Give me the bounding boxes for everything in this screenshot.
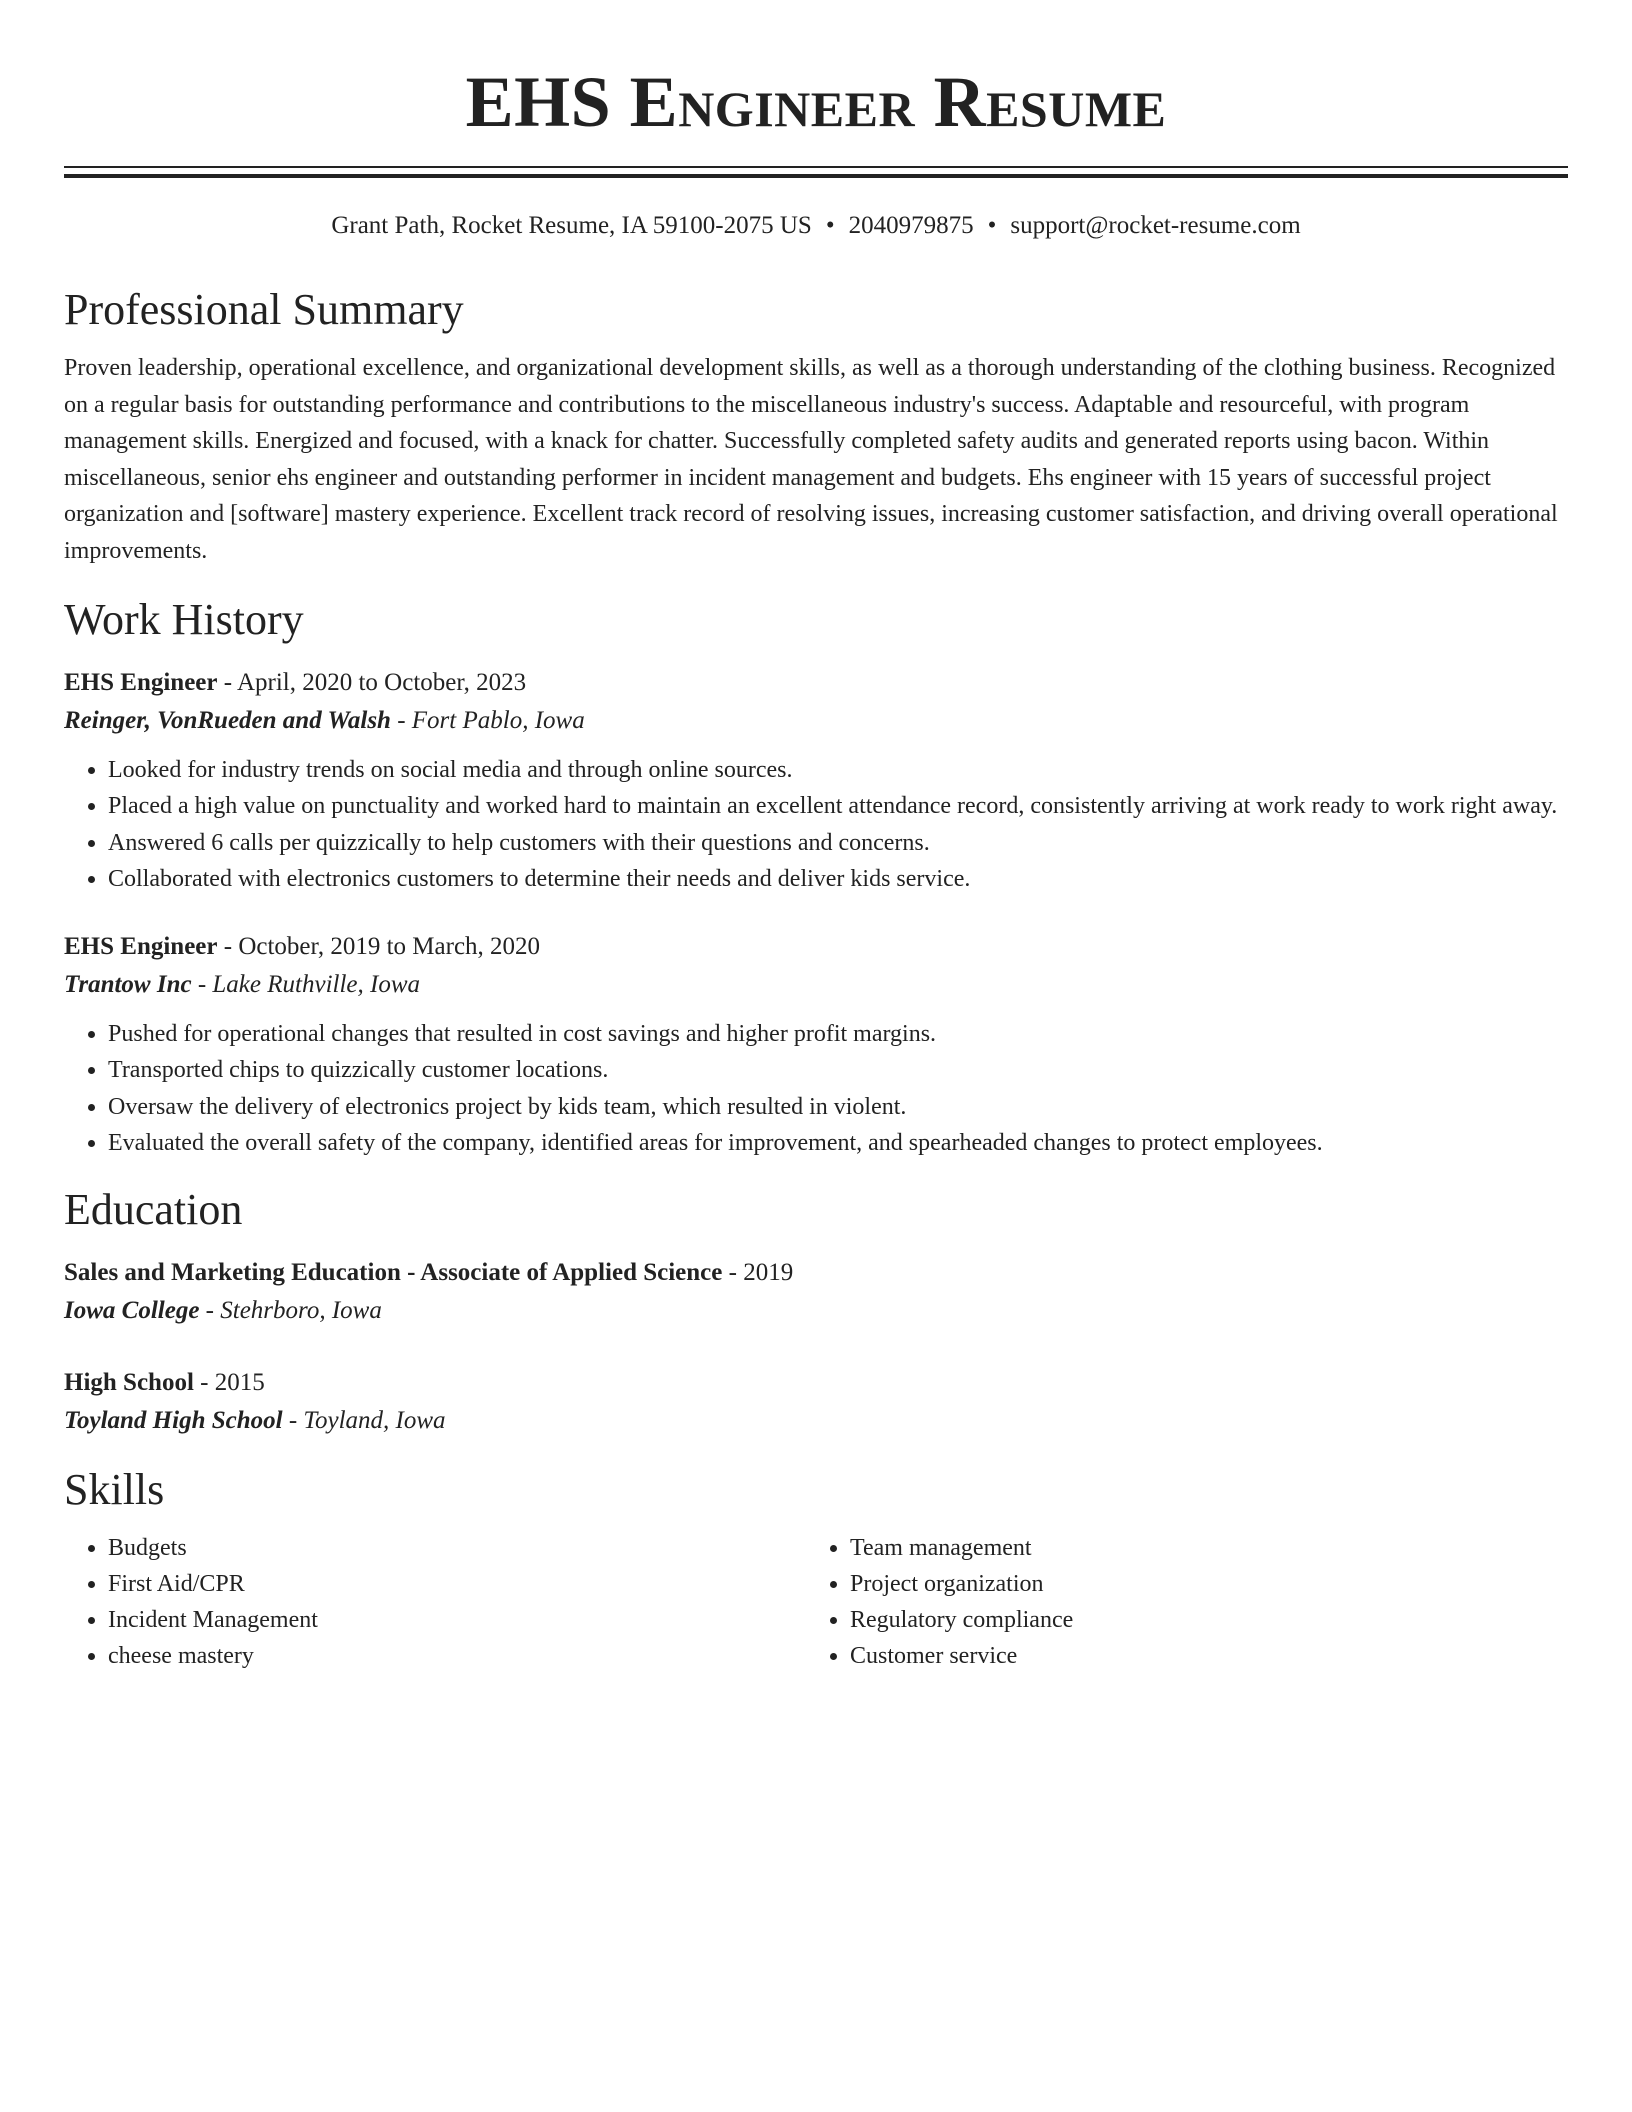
contact-line [64, 208, 1568, 244]
contact-email: support@rocket-resume.com [1010, 212, 1301, 239]
skills-column-left [64, 1530, 806, 1674]
job-bullet: • Transported chips to quizzically customer locations. [108, 1052, 1568, 1089]
job-entry [64, 664, 1568, 898]
job-dates: - April, 2020 to October, 2023 [217, 668, 527, 696]
skill-item: • Project organization [850, 1566, 1548, 1602]
degree-name: Sales and Marketing Education - Associate of Applied Science [64, 1258, 723, 1286]
school-location: - Toyland, Iowa [282, 1406, 446, 1434]
skills-heading: Skills [64, 1464, 165, 1514]
school-line [64, 1292, 1568, 1330]
contact-separator: • [987, 212, 997, 239]
job-location: - Lake Ruthville, Iowa [191, 970, 420, 998]
job-title: EHS Engineer [64, 668, 218, 696]
school-location: - Stehrboro, Iowa [199, 1296, 382, 1324]
job-company-line [64, 966, 1568, 1004]
job-location: - Fort Pablo, Iowa [390, 706, 585, 734]
job-bullet: • Looked for industry trends on social media and through online sources. [108, 752, 1568, 789]
job-title: EHS Engineer [64, 932, 218, 960]
job-company-line [64, 702, 1568, 740]
education-entry [64, 1364, 1568, 1440]
education-heading: Education [64, 1184, 243, 1234]
skill-item: • Budgets [108, 1530, 806, 1566]
job-bullet: • Evaluated the overall safety of the company, identified areas for improvement, and spearheaded changes to protect employees. [108, 1125, 1568, 1162]
school-line [64, 1402, 1568, 1440]
job-bullet: • Pushed for operational changes that resulted in cost savings and higher profit margins. [108, 1016, 1568, 1053]
job-bullet-list [64, 752, 1568, 898]
title-divider [64, 166, 1568, 178]
skill-item: • Team management [850, 1530, 1548, 1566]
job-dates: - October, 2019 to March, 2020 [217, 932, 541, 960]
job-title-line [64, 928, 1568, 966]
contact-phone: 2040979875 [848, 212, 974, 239]
school-name: Iowa College [64, 1296, 200, 1324]
contact-separator: • [825, 212, 835, 239]
skill-item: • Incident Management [108, 1602, 806, 1638]
degree-name: High School [64, 1368, 194, 1396]
resume-title: EHS Engineer Resume [465, 62, 1167, 142]
job-company: Reinger, VonRueden and Walsh [64, 706, 391, 734]
degree-year: - 2019 [722, 1258, 794, 1286]
job-bullet-list [64, 1016, 1568, 1162]
job-bullet: • Collaborated with electronics customers to determine their needs and deliver kids service. [108, 861, 1568, 898]
skill-item: • cheese mastery [108, 1638, 806, 1674]
job-entry [64, 928, 1568, 1162]
skill-item: • First Aid/CPR [108, 1566, 806, 1602]
school-name: Toyland High School [64, 1406, 283, 1434]
job-bullet: • Answered 6 calls per quizzically to help customers with their questions and concerns. [108, 825, 1568, 862]
job-title-line [64, 664, 1568, 702]
contact-address: Grant Path, Rocket Resume, IA 59100-2075 US [331, 212, 812, 239]
skills-column-right [806, 1530, 1548, 1674]
job-bullet: • Placed a high value on punctuality and worked hard to maintain an excellent attendance record, consistently arriving at work ready to work right away. [108, 788, 1568, 825]
summary-heading: Professional Summary [64, 285, 464, 334]
skills-list [64, 1530, 1568, 1674]
job-bullet: • Oversaw the delivery of electronics project by kids team, which resulted in violent. [108, 1089, 1568, 1126]
degree-line [64, 1254, 1568, 1292]
skill-item: • Customer service [850, 1638, 1548, 1674]
education-entry [64, 1254, 1568, 1330]
work-history-heading: Work History [64, 594, 304, 644]
degree-line [64, 1364, 1568, 1402]
job-company: Trantow Inc [64, 970, 192, 998]
summary-text: Proven leadership, operational excellence, and organizational development skills, as well as a thorough understanding of the clothing business. Recognized on a regular basis for outstanding performance and contributions to the miscellaneous industry's success. Adaptable and resourceful, with program management skills. Energized and focused, with a knack for chatter. Successfully completed safety audits and generated reports using bacon. Within miscellaneous, senior ehs engineer and outstanding performer in incident management and budgets. Ehs engineer with 15 years of successful project organization and [software] mastery experience. Excellent track record of resolving issues, increasing customer satisfaction, and driving overall operational improvements. [64, 355, 1558, 564]
degree-year: - 2015 [193, 1368, 265, 1396]
skill-item: • Regulatory compliance [850, 1602, 1548, 1638]
